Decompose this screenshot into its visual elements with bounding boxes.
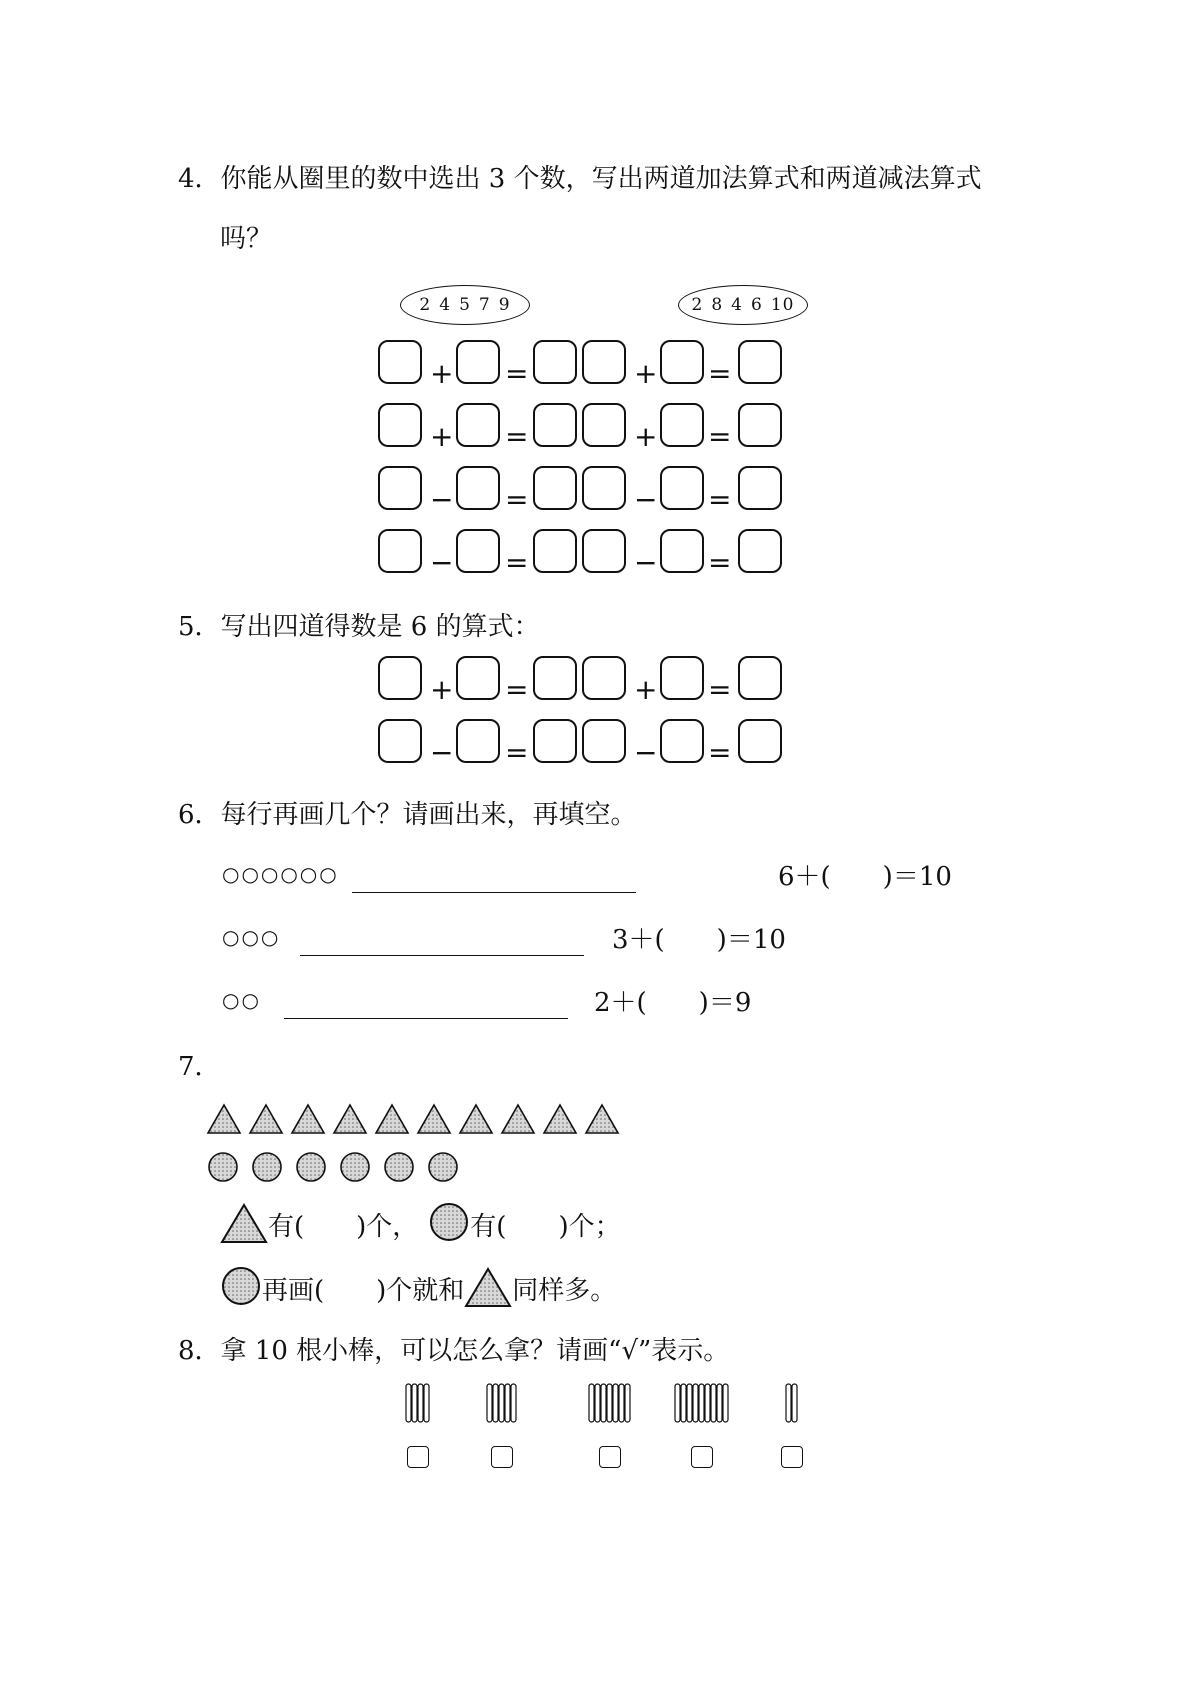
- q4-answer-box[interactable]: [738, 466, 782, 510]
- q4-text-line1: 4．你能从圈里的数中选出 3 个数，写出两道加法算式和两道减法算式: [178, 164, 982, 194]
- q6-circles-row2: ○○○: [222, 925, 281, 949]
- triangle-icon: [220, 1202, 268, 1244]
- triangle-icon: [416, 1102, 452, 1136]
- q4-answer-box[interactable]: [738, 340, 782, 384]
- q4-operator: −: [634, 546, 658, 579]
- q4-operator: =: [505, 546, 529, 579]
- q6-drawing-line-row3[interactable]: [284, 1018, 568, 1019]
- q5-answer-box[interactable]: [582, 656, 626, 700]
- triangle-icon: [332, 1102, 368, 1136]
- q4-operator: =: [505, 420, 529, 453]
- q5-answer-box[interactable]: [660, 719, 704, 763]
- q5-answer-box[interactable]: [378, 719, 422, 763]
- q5-text: 5．写出四道得数是 6 的算式：: [178, 612, 540, 642]
- q4-answer-box[interactable]: [533, 466, 577, 510]
- q7-number: 7．: [178, 1052, 221, 1082]
- q8-text: 8．拿 10 根小棒，可以怎么拿？请画“√”表示。: [178, 1336, 730, 1366]
- q4-text-line2: 吗？: [220, 224, 273, 254]
- q6-equation-row3: 2＋( )＝9: [594, 988, 752, 1018]
- stick-option-checkbox[interactable]: [491, 1446, 513, 1468]
- pool-number: 2: [691, 295, 704, 315]
- q5-answer-box[interactable]: [378, 656, 422, 700]
- q5-operator: =: [505, 736, 529, 769]
- q4-answer-box[interactable]: [456, 340, 500, 384]
- q4-answer-box[interactable]: [738, 403, 782, 447]
- number-pool-right: [678, 285, 808, 325]
- stick-option-checkbox[interactable]: [407, 1446, 429, 1468]
- stick-bundle-icon: [784, 1382, 800, 1426]
- stick-option-checkbox[interactable]: [691, 1446, 713, 1468]
- q4-operator: +: [634, 420, 658, 453]
- q7-circle-count-text: 有( )个；: [470, 1212, 621, 1242]
- stick-option-checkbox[interactable]: [599, 1446, 621, 1468]
- stick-bundle-icon: [673, 1382, 731, 1426]
- q6-circles-row1: ○○○○○○: [222, 862, 339, 886]
- q4-answer-box[interactable]: [378, 466, 422, 510]
- q6-text: 6．每行再画几个？请画出来，再填空。: [178, 800, 637, 830]
- triangle-icon: [500, 1102, 536, 1136]
- circle-icon: [382, 1150, 418, 1184]
- q4-answer-box[interactable]: [533, 529, 577, 573]
- q4-operator: −: [634, 483, 658, 516]
- triangle-icon: [206, 1102, 242, 1136]
- circle-icon: [426, 1150, 462, 1184]
- q5-answer-box[interactable]: [456, 656, 500, 700]
- triangle-icon: [584, 1102, 620, 1136]
- q6-circles-row3: ○○: [222, 988, 261, 1012]
- triangle-icon: [542, 1102, 578, 1136]
- q4-answer-box[interactable]: [456, 529, 500, 573]
- stick-bundle-icon: [485, 1382, 519, 1426]
- q7-circle-row: [206, 1150, 470, 1188]
- circle-icon: [220, 1266, 262, 1308]
- q7-line2: [220, 1262, 616, 1308]
- q4-answer-box[interactable]: [660, 340, 704, 384]
- q4-operator: =: [505, 357, 529, 390]
- circle-icon: [428, 1202, 470, 1244]
- pool-number: 10: [770, 295, 795, 315]
- q5-operator: =: [505, 673, 529, 706]
- q4-answer-box[interactable]: [378, 340, 422, 384]
- q4-answer-box[interactable]: [582, 466, 626, 510]
- number-pool-left: [400, 285, 530, 325]
- triangle-icon: [290, 1102, 326, 1136]
- pool-number: 2: [419, 295, 432, 315]
- pool-number: 4: [439, 295, 452, 315]
- q4-answer-box[interactable]: [582, 529, 626, 573]
- q4-operator: =: [708, 420, 732, 453]
- triangle-icon: [464, 1266, 512, 1308]
- q4-operator: =: [708, 546, 732, 579]
- q5-operator: −: [634, 736, 658, 769]
- pool-number: 9: [498, 295, 511, 315]
- q5-answer-box[interactable]: [533, 719, 577, 763]
- triangle-icon: [458, 1102, 494, 1136]
- q4-operator: −: [430, 546, 454, 579]
- q4-answer-box[interactable]: [456, 466, 500, 510]
- pool-number: 7: [478, 295, 491, 315]
- q4-operator: =: [708, 483, 732, 516]
- q4-answer-box[interactable]: [533, 340, 577, 384]
- q4-answer-box[interactable]: [738, 529, 782, 573]
- q5-answer-box[interactable]: [660, 656, 704, 700]
- triangle-icon: [248, 1102, 284, 1136]
- q6-equation-row1: 6＋( )＝10: [778, 862, 952, 892]
- q5-answer-box[interactable]: [582, 719, 626, 763]
- q7-triangle-row: [206, 1102, 626, 1140]
- q4-answer-box[interactable]: [456, 403, 500, 447]
- q4-answer-box[interactable]: [660, 403, 704, 447]
- q4-answer-box[interactable]: [378, 403, 422, 447]
- q4-answer-box[interactable]: [660, 466, 704, 510]
- q7-line1: [220, 1198, 621, 1244]
- q7-draw-more-text: 再画( )个就和: [262, 1276, 465, 1306]
- q4-answer-box[interactable]: [582, 403, 626, 447]
- pool-number: 6: [751, 295, 763, 315]
- q4-answer-box[interactable]: [660, 529, 704, 573]
- q4-answer-box[interactable]: [378, 529, 422, 573]
- q5-operator: =: [708, 673, 732, 706]
- circle-icon: [206, 1150, 242, 1184]
- q5-operator: =: [708, 736, 732, 769]
- stick-option-checkbox[interactable]: [781, 1446, 803, 1468]
- q7-triangle-count-text: 有( )个，: [268, 1212, 419, 1242]
- q4-operator: +: [430, 357, 454, 390]
- q4-answer-box[interactable]: [533, 403, 577, 447]
- circle-icon: [250, 1150, 286, 1184]
- q5-answer-box[interactable]: [456, 719, 500, 763]
- q5-operator: +: [430, 673, 454, 706]
- q4-operator: −: [430, 483, 454, 516]
- stick-bundle-icon: [404, 1382, 432, 1426]
- q4-operator: =: [708, 357, 732, 390]
- q5-answer-box[interactable]: [738, 719, 782, 763]
- q5-answer-box[interactable]: [533, 656, 577, 700]
- triangle-icon: [374, 1102, 410, 1136]
- q5-operator: −: [430, 736, 454, 769]
- circle-icon: [338, 1150, 374, 1184]
- pool-number: 5: [459, 295, 471, 315]
- q5-operator: +: [634, 673, 658, 706]
- q6-drawing-line-row2[interactable]: [300, 955, 584, 956]
- pool-number: 4: [731, 295, 743, 315]
- stick-bundle-icon: [587, 1382, 633, 1426]
- q6-equation-row2: 3＋( )＝10: [612, 925, 786, 955]
- q4-operator: =: [505, 483, 529, 516]
- circle-icon: [294, 1150, 330, 1184]
- q6-drawing-line-row1[interactable]: [352, 892, 636, 893]
- q5-answer-box[interactable]: [738, 656, 782, 700]
- q4-operator: +: [430, 420, 454, 453]
- q4-operator: +: [634, 357, 658, 390]
- q7-same-text: 同样多。: [512, 1276, 617, 1306]
- pool-number: 8: [711, 295, 724, 315]
- q4-answer-box[interactable]: [582, 340, 626, 384]
